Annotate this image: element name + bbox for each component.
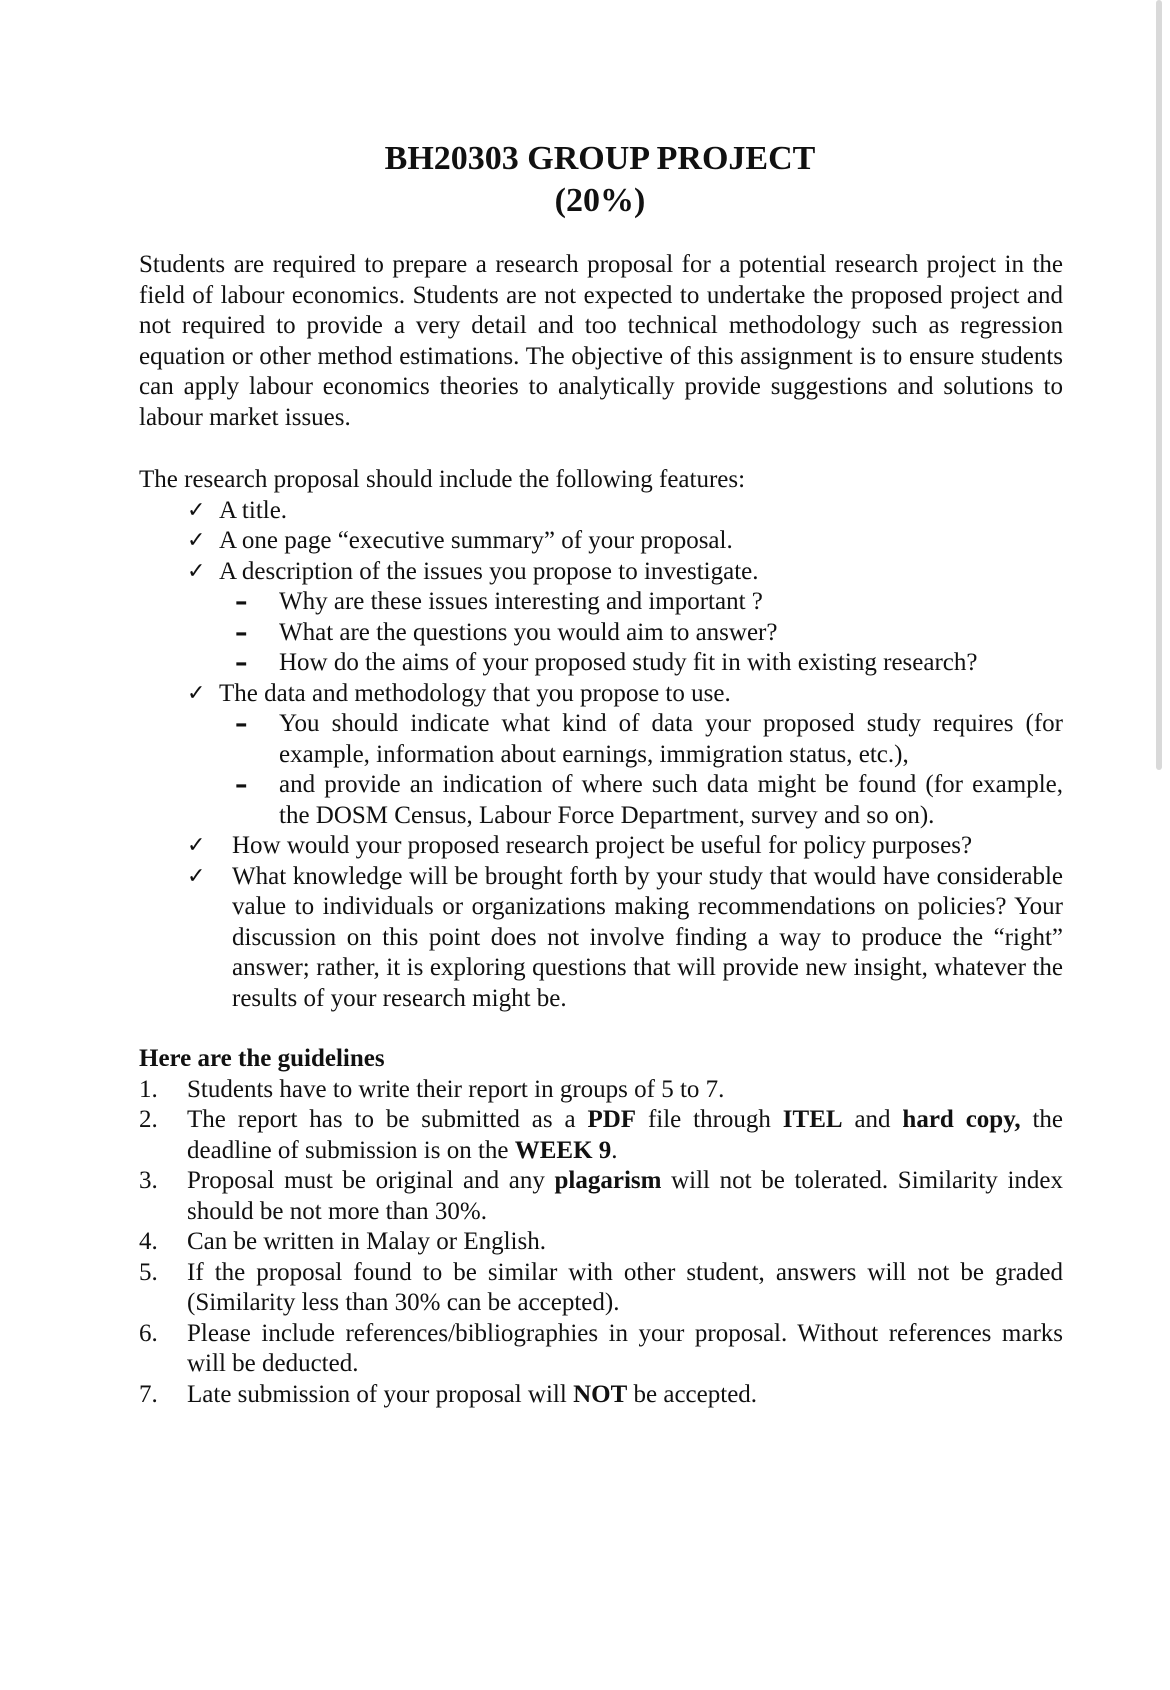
emphasis-week: WEEK 9 xyxy=(514,1136,612,1164)
subpoint-text: What are the questions you would aim to answer? xyxy=(279,618,778,646)
list-item xyxy=(139,1166,1063,1227)
guideline-text: If the proposal found to be similar with other student, answers will not be graded (Similarity less than 30% can be accepted). xyxy=(187,1258,1063,1316)
text-run: be accepted. xyxy=(627,1380,758,1408)
scrollbar[interactable] xyxy=(1156,0,1162,770)
text-run: Proposal must be original and any xyxy=(187,1167,555,1194)
list-item xyxy=(139,1227,1063,1258)
data-subpoints xyxy=(139,709,1063,831)
subpoint-text: You should indicate what kind of data your proposed study requires (for example, information about earnings, immigration status, etc.), xyxy=(279,710,1063,768)
list-item xyxy=(139,1319,1063,1380)
text-run: Late submission of your proposal will xyxy=(187,1380,574,1408)
list-item xyxy=(139,831,1063,862)
guideline-text: Can be written in Malay or English. xyxy=(187,1228,546,1255)
text-run: and xyxy=(842,1106,903,1133)
checkmark-icon: ✓ xyxy=(187,497,206,523)
list-number: 1. xyxy=(139,1075,158,1103)
list-item xyxy=(139,496,1063,527)
list-number: 4. xyxy=(139,1228,158,1255)
text-run: The report has to be submitted as a xyxy=(187,1106,588,1133)
guideline-text xyxy=(187,1106,1063,1164)
features-list xyxy=(139,496,1063,588)
features-list-end xyxy=(139,831,1063,1014)
list-number: 2. xyxy=(139,1106,158,1133)
checkmark-icon: ✓ xyxy=(187,680,206,706)
guideline-text xyxy=(187,1167,1063,1225)
list-item xyxy=(139,770,1063,831)
list-item xyxy=(139,526,1063,557)
checkmark-icon: ✓ xyxy=(187,833,206,858)
text-run: file through xyxy=(636,1106,783,1133)
dash-bullet-icon: – xyxy=(235,587,248,616)
list-item xyxy=(139,1075,1063,1106)
feature-text: A description of the issues you propose to investigate. xyxy=(219,557,759,585)
emphasis-plagarism: plagarism xyxy=(554,1167,662,1194)
feature-text: What knowledge will be brought forth by your study that would have considerable value to individuals or organizations making recommendations on policies? Your discussion on this point does not involve finding a way to produce the “right” answer; rather, it is exploring questions that will provide new insight, whatever the results of your research might be. xyxy=(232,862,1063,1012)
list-number: 7. xyxy=(139,1380,158,1408)
intro-paragraph xyxy=(139,250,1063,433)
guideline-text: Students have to write their report in groups of 5 to 7. xyxy=(187,1075,725,1103)
list-item xyxy=(139,1380,1063,1411)
feature-text: A one page “executive summary” of your proposal. xyxy=(219,527,733,554)
features-list-cont xyxy=(139,679,1063,710)
intro-text: Students are required to prepare a research proposal for a potential research project in the field of labour economics. Students are not expected to undertake the proposed project and not required to provide a very detail and too technical methodology such as regression equation or other method estimations. The objective of this assignment is to ensure students can apply labour economics theories to analytically provide suggestions and solutions to labour market issues. xyxy=(139,251,1063,431)
guideline-text: Please include references/bibliographies in your proposal. Without references marks will be deducted. xyxy=(187,1319,1063,1377)
text-run: . xyxy=(611,1136,618,1164)
feature-text: How would your proposed research project be useful for policy purposes? xyxy=(232,832,973,859)
checkmark-icon: ✓ xyxy=(187,528,206,553)
features-heading: The research proposal should include the following features: xyxy=(139,466,746,493)
emphasis-hard-copy: hard copy, xyxy=(902,1106,1021,1133)
checkmark-icon: ✓ xyxy=(187,558,206,584)
list-item xyxy=(139,679,1063,710)
list-number: 5. xyxy=(139,1258,158,1286)
dash-bullet-icon: – xyxy=(235,709,248,738)
subpoint-text: and provide an indication of where such data might be found (for example, the DOSM Census, Labour Force Department, survey and so on). xyxy=(279,771,1063,829)
guideline-text xyxy=(187,1381,757,1408)
title-line-1: BH20303 GROUP PROJECT xyxy=(384,140,816,177)
text-run: will not be tolerated. Similarity index should be not more than 30%. xyxy=(187,1167,1063,1225)
guidelines-list xyxy=(139,1075,1063,1411)
subpoint-text: How do the aims of your proposed study fit in with existing research? xyxy=(279,649,978,676)
features-section xyxy=(139,465,1063,1410)
list-item xyxy=(139,648,1063,679)
list-number: 6. xyxy=(139,1319,158,1347)
list-item xyxy=(139,709,1063,770)
text-run: the deadline of submission is on the xyxy=(187,1106,1063,1164)
issue-subpoints xyxy=(139,587,1063,679)
emphasis-not: NOT xyxy=(573,1380,628,1408)
list-item xyxy=(139,1105,1063,1166)
list-item xyxy=(139,1258,1063,1319)
feature-text: The data and methodology that you propose to use. xyxy=(219,679,731,707)
dash-bullet-icon: – xyxy=(235,617,248,647)
checkmark-icon: ✓ xyxy=(187,863,206,889)
title-line-2: (20%) xyxy=(554,182,646,219)
list-item xyxy=(139,587,1063,618)
emphasis-pdf: PDF xyxy=(587,1106,637,1133)
list-item xyxy=(139,557,1063,588)
guidelines-heading: Here are the guidelines xyxy=(139,1045,385,1072)
subpoint-text: Why are these issues interesting and important ? xyxy=(279,588,763,615)
list-item xyxy=(139,862,1063,1015)
feature-text: A title. xyxy=(219,496,288,524)
dash-bullet-icon: – xyxy=(235,648,248,677)
list-number: 3. xyxy=(139,1167,158,1194)
list-item xyxy=(139,618,1063,649)
emphasis-itel: ITEL xyxy=(782,1106,843,1133)
dash-bullet-icon: – xyxy=(235,770,248,799)
